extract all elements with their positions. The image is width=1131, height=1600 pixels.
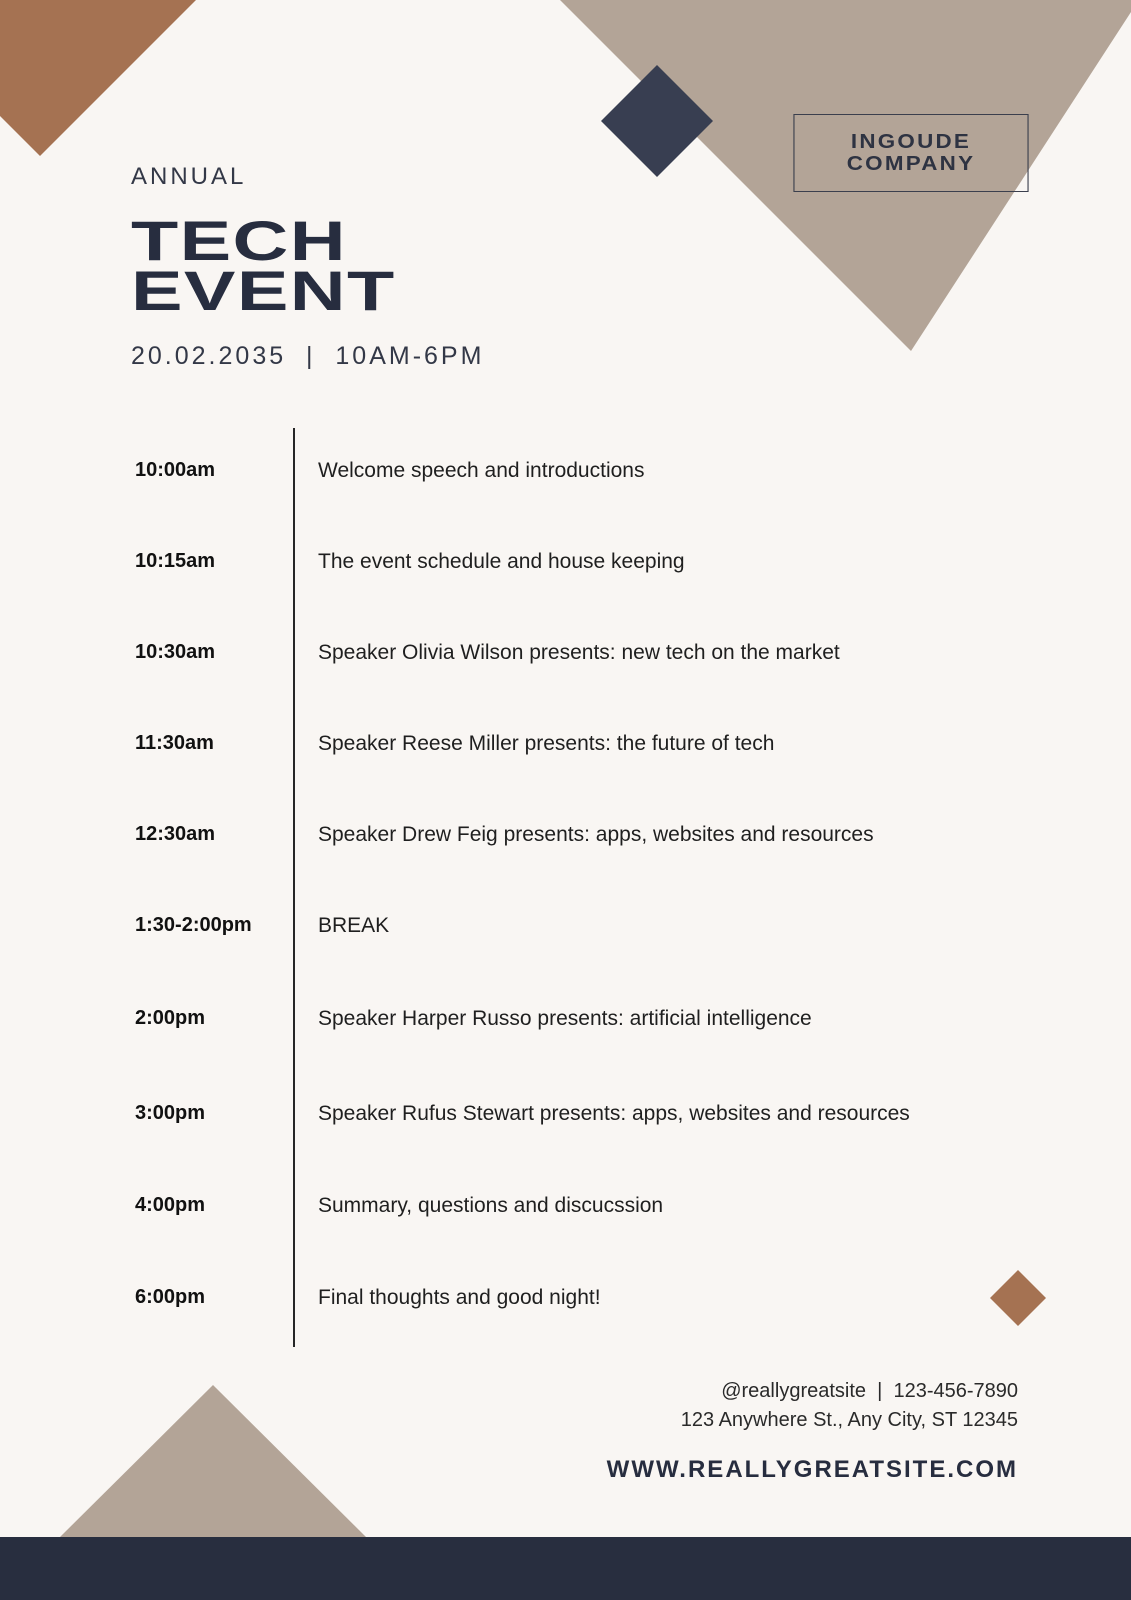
schedule-row: [0, 1194, 1000, 1224]
schedule-row: [0, 641, 1000, 671]
schedule-description: BREAK: [318, 914, 390, 937]
schedule-description: Summary, questions and discucssion: [318, 1194, 664, 1217]
schedule-description: The event schedule and house keeping: [318, 550, 685, 573]
navy-diamond: [601, 65, 713, 177]
event-title-line1: TECH: [131, 209, 347, 272]
contact-social-phone: @reallygreatsite | 123-456-7890: [721, 1380, 1018, 1402]
bottom-left-taupe-triangle: [60, 1385, 366, 1537]
schedule-description: Speaker Reese Miller presents: the future of tech: [318, 732, 775, 755]
schedule-row: [0, 1286, 1000, 1316]
schedule-row: [0, 823, 1000, 853]
schedule-description: Welcome speech and introductions: [318, 459, 645, 482]
event-title-line2: EVENT: [131, 259, 396, 322]
schedule-time: 6:00pm: [135, 1286, 206, 1308]
top-left-copper-triangle: [0, 0, 200, 160]
schedule-row: [0, 1102, 1000, 1132]
schedule-description: Speaker Harper Russo presents: artificial intelligence: [318, 1007, 812, 1030]
schedule-description: Final thoughts and good night!: [318, 1286, 601, 1309]
company-name-line2: COMPANY: [846, 153, 976, 175]
company-name-line1: INGOUDE: [850, 131, 972, 153]
schedule-description: Speaker Olivia Wilson presents: new tech on the market: [318, 641, 840, 664]
schedule-row: [0, 732, 1000, 762]
schedule-row: [0, 914, 1000, 944]
contact-info: [681, 1377, 1018, 1435]
schedule-time: 4:00pm: [135, 1194, 206, 1216]
event-date-time: 20.02.2035 | 10AM-6PM: [131, 342, 485, 370]
event-title: [131, 209, 396, 322]
schedule-time: 10:00am: [135, 459, 216, 481]
schedule-time: 10:15am: [135, 550, 216, 572]
schedule-time: 12:30am: [135, 823, 216, 845]
schedule-time: 2:00pm: [135, 1007, 206, 1029]
company-logo-box: [793, 114, 1028, 192]
schedule-description: Speaker Drew Feig presents: apps, websites and resources: [318, 823, 874, 846]
schedule-row: [0, 1007, 1000, 1037]
event-kicker: ANNUAL: [131, 163, 247, 190]
schedule-time: 3:00pm: [135, 1102, 206, 1124]
footer-bar: [0, 1537, 1131, 1600]
contact-address: 123 Anywhere St., Any City, ST 12345: [680, 1409, 1018, 1431]
schedule-time: 10:30am: [135, 641, 216, 663]
schedule-row: [0, 459, 1000, 489]
schedule-row: [0, 550, 1000, 580]
schedule-time: 11:30am: [135, 732, 214, 754]
website-link[interactable]: WWW.REALLYGREATSITE.COM: [606, 1456, 1018, 1483]
schedule-description: Speaker Rufus Stewart presents: apps, websites and resources: [318, 1102, 910, 1125]
schedule-time: 1:30-2:00pm: [135, 914, 252, 936]
